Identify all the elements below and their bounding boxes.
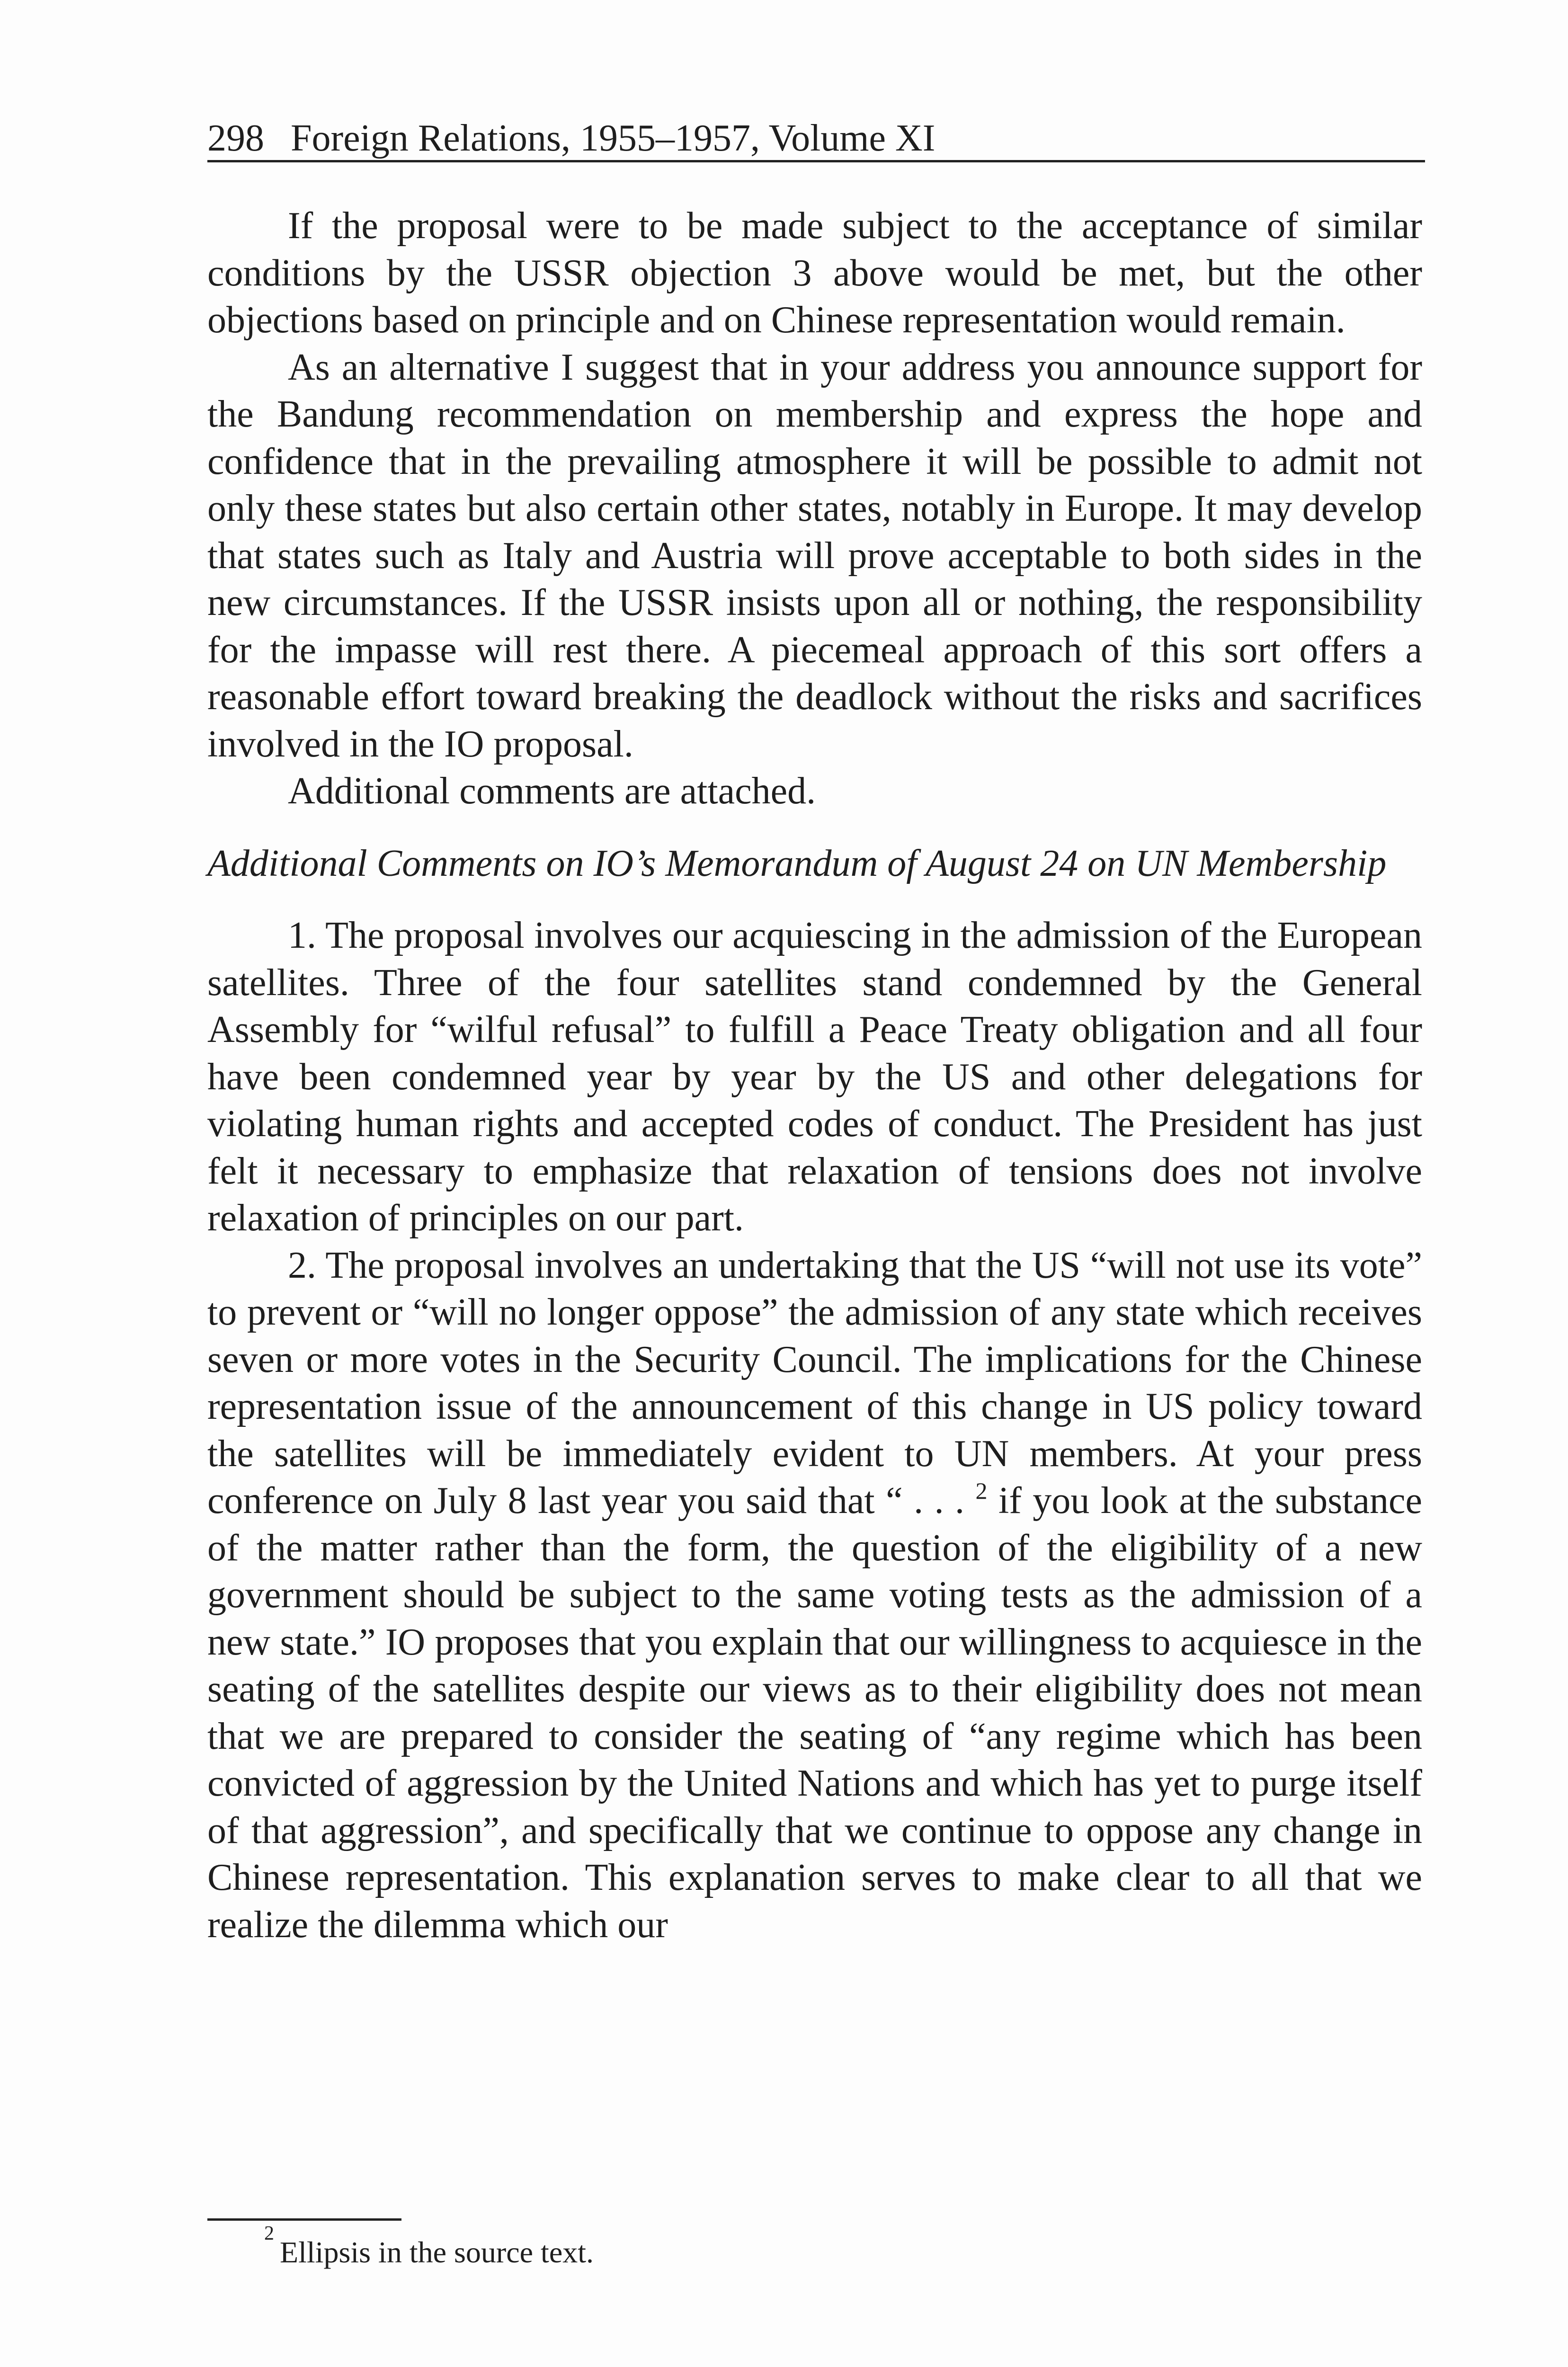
paragraph-point-2-part-b: if you look at the substance of the matter rather than the form, the question of the eligibility of a new government should be subject to the same voting tests as the admission of a new state.” IO proposes that you explain that our willingness to acquiesce in the seating of the satellites despite our views as to their eligibility does not mean that we are prepared to consider the seating of “any regime which has been convicted of aggression by the United Nations and which has yet to purge itself of that aggression”, and specifically that we continue to oppose any change in Chinese representation. This explanation serves to make clear to all that we realize the dilemma which our (207, 1480, 1423, 1946)
footnote (264, 2222, 594, 2272)
running-title: Foreign Relations, 1955–1957, Volume XI (291, 117, 935, 159)
paragraph-alternative: As an alternative I suggest that in your address you announce support for the Bandung recommendation on membership and express the hope and confidence that in the prevailing atmosphere it will be possible to admit not only these states but also certain other states, notably in Europe. It may develop that states such as Italy and Austria will prove acceptable to both sides in the new circumstances. If the USSR insists upon all or nothing, the responsibility for the impasse will rest there. A piecemeal approach of this sort offers a reasonable effort toward breaking the deadlock without the risks and sacrifices involved in the IO proposal. (207, 346, 1422, 765)
paragraph-point-2-part-a: 2. The proposal involves an undertaking that the US “will not use its vote” to prevent or “will no longer oppose” the admission of any state which receives seven or more votes in the Security Council. The implications for the Chinese representation issue of the announcement of this change in US policy toward the satellites will be immediately evident to UN members. At your press conference on July 8 last year you said that “ . . . (207, 1244, 1422, 1522)
footnote-divider (207, 2218, 401, 2221)
footnote-number: 2 (264, 2222, 274, 2244)
section-heading: Additional Comments on IO’s Memorandum of August 24 on UN Membership (207, 842, 1387, 884)
body-text (207, 203, 1422, 1949)
paragraph-additional-comments: Additional comments are attached. (288, 770, 816, 812)
footnote-reference: 2 (975, 1477, 988, 1504)
paragraph-point-1: 1. The proposal involves our acquiescing in the admission of the European satellites. Three of the four satellites stand condemned by the General Assembly for “wilful refusal” to fulfill a Peace Treaty obligation and all four have been condemned year by year by the US and other delegations for violating human rights and accepted codes of conduct. The President has just felt it necessary to emphasize that relaxation of tensions does not involve relaxation of principles on our part. (207, 915, 1422, 1239)
paragraph-objection-3: If the proposal were to be made subject to the acceptance of similar conditions by the USSR objection 3 above would be met, but the other objections based on principle and on Chinese representation would remain. (207, 205, 1422, 341)
page-number: 298 (207, 117, 264, 159)
running-head (207, 116, 1425, 162)
paragraph-point-2 (207, 1242, 1422, 1949)
footnote-text: Ellipsis in the source text. (280, 2235, 594, 2269)
